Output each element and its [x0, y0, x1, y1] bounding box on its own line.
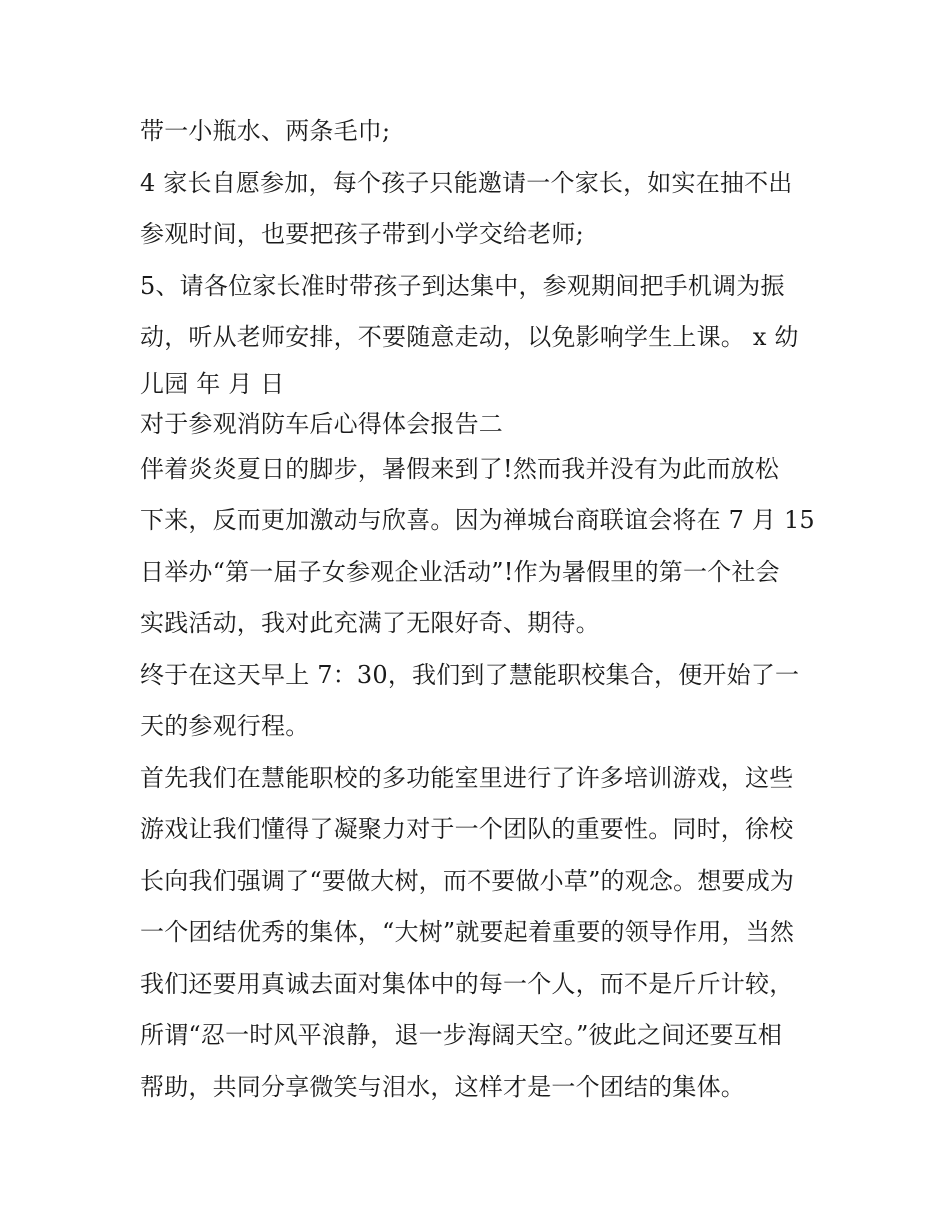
text-line-13: 天的参观行程。	[140, 712, 310, 740]
text-line-19: 所谓“忍一时风平浪静，退一步海阔天空。”彼此之间还要互相	[140, 1021, 783, 1049]
text-line-15: 游戏让我们懂得了凝聚力对于一个团队的重要性。同时，徐校	[140, 815, 794, 843]
text-line-14: 首先我们在慧能职校的多功能室里进行了许多培训游戏，这些	[140, 763, 794, 792]
text-line-3: 参观时间，也要把孩子带到小学交给老师;	[140, 220, 584, 248]
text-line-9: 下来，反而更加激动与欣喜。因为禅城台商联谊会将在 7 月 15	[140, 506, 815, 534]
text-line-11: 实践活动，我对此充满了无限好奇、期待。	[140, 609, 600, 637]
text-line-2: 4 家长自愿参加，每个孩子只能邀请一个家长，如实在抽不出	[140, 168, 793, 197]
text-line-10: 日举办“第一届子女参观企业活动”!作为暑假里的第一个社会	[140, 557, 780, 586]
text-line-18: 我们还要用真诚去面对集体中的每一个人，而不是斤斤计较，	[140, 969, 794, 998]
text-line-20: 帮助，共同分享微笑与泪水，这样才是一个团结的集体。	[140, 1072, 745, 1101]
text-line-16: 长向我们强调了“要做大树，而不要做小草”的观念。想要成为	[140, 866, 795, 895]
text-line-5: 动，听从老师安排，不要随意走动，以免影响学生上课。 x 幼	[140, 323, 799, 351]
text-line-1: 带一小瓶水、两条毛巾;	[140, 117, 391, 145]
document-body	[140, 106, 820, 1113]
text-line-12: 终于在这天早上 7：30，我们到了慧能职校集合，便开始了一	[140, 660, 800, 689]
text-line-17: 一个团结优秀的集体，“大树”就要起着重要的领导作用，当然	[140, 918, 795, 946]
text-line-8: 伴着炎炎夏日的脚步，暑假来到了!然而我并没有为此而放松	[140, 454, 780, 483]
text-line-6: 儿园 年 月 日	[140, 369, 285, 398]
section-heading: 对于参观消防车后心得体会报告二	[140, 409, 503, 438]
text-line-4: 5、请各位家长准时带孩子到达集中，参观期间把手机调为振	[140, 271, 785, 300]
